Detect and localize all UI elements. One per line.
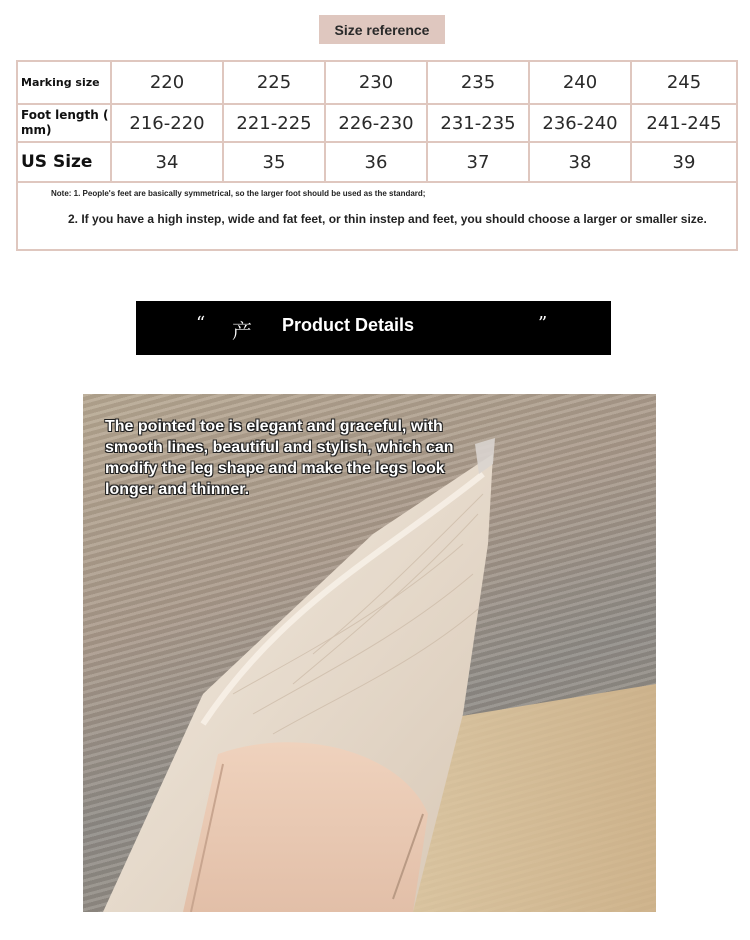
open-quote: “	[196, 313, 206, 334]
table-cell: 226-230	[325, 104, 427, 142]
table-row	[18, 142, 736, 182]
size-note-1: Note: 1. People's feet are basically symmetrical, so the larger foot should be used as the standard;	[51, 189, 426, 198]
product-glyph: 产	[232, 319, 252, 343]
table-cell: 38	[529, 142, 631, 182]
table-row	[18, 62, 736, 104]
table-cell: 36	[325, 142, 427, 182]
table-cell: 240	[529, 62, 631, 104]
table-cell: 216-220	[111, 104, 223, 142]
table-cell: 241-245	[631, 104, 736, 142]
row-label: US Size	[18, 142, 111, 182]
table-cell: 39	[631, 142, 736, 182]
table-cell: 245	[631, 62, 736, 104]
close-quote: ”	[538, 313, 548, 334]
table-cell: 230	[325, 62, 427, 104]
size-reference-tab: Size reference	[319, 15, 445, 44]
table-cell: 236-240	[529, 104, 631, 142]
size-note-2: 2. If you have a high instep, wide and fat feet, or thin instep and feet, you should choose a larger or smaller size.	[68, 212, 707, 226]
table-cell: 231-235	[427, 104, 529, 142]
product-details-banner	[136, 301, 611, 355]
table-row	[18, 104, 736, 142]
table-cell: 35	[223, 142, 325, 182]
table-cell: 37	[427, 142, 529, 182]
section-title: Product Details	[282, 315, 415, 335]
table-cell: 235	[427, 62, 529, 104]
row-label: Foot length ( mm)	[18, 104, 111, 142]
table-cell: 34	[111, 142, 223, 182]
table-cell: 221-225	[223, 104, 325, 142]
size-table	[18, 62, 736, 183]
table-cell: 225	[223, 62, 325, 104]
product-photo	[83, 394, 656, 912]
photo-caption: The pointed toe is elegant and graceful, with smooth lines, beautiful and stylish, which can modify the leg shape and make the legs look longer and thinner.	[105, 418, 454, 498]
table-cell: 220	[111, 62, 223, 104]
size-table-panel	[16, 60, 738, 251]
row-label: Marking size	[18, 62, 111, 104]
